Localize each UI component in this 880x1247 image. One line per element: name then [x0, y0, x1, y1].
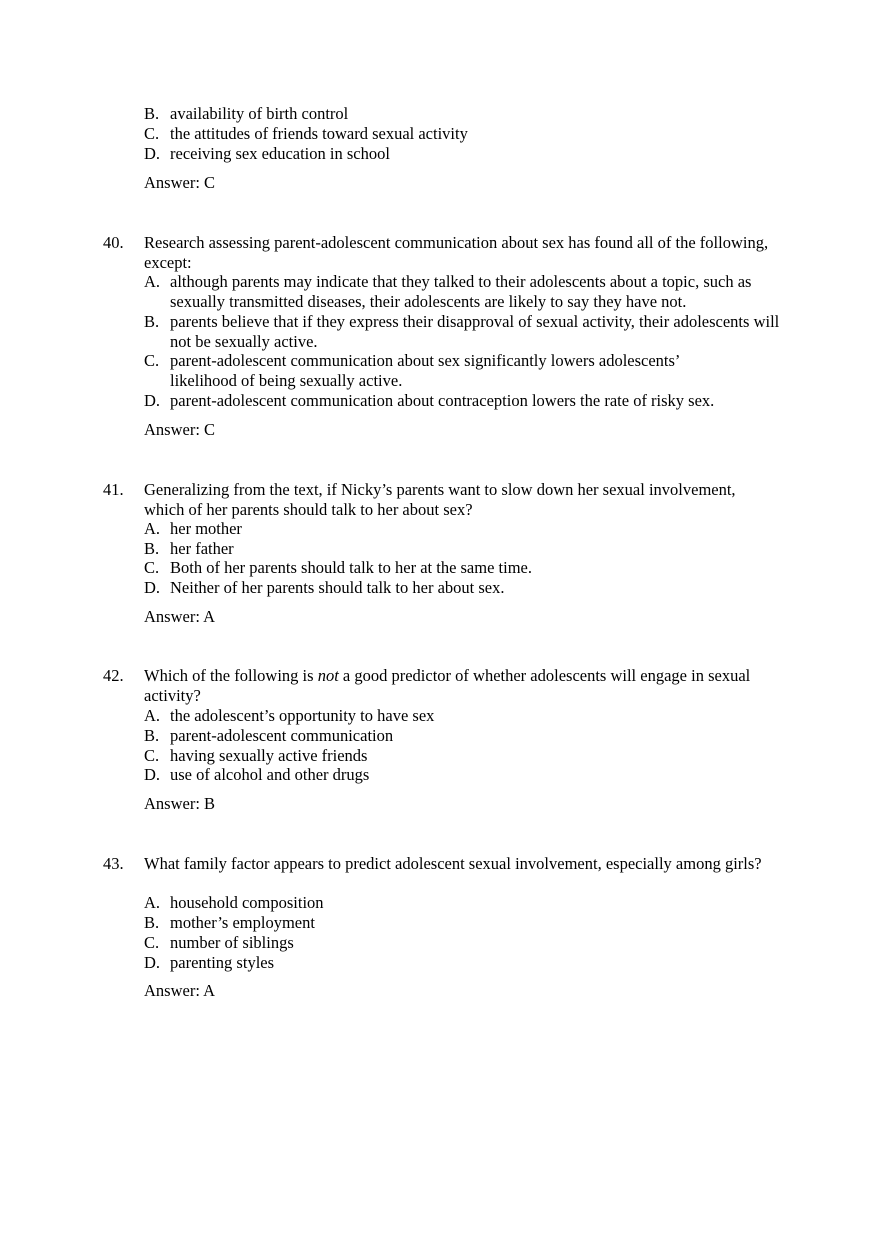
option-letter: C. [144, 746, 160, 765]
option-text: household composition [170, 893, 324, 912]
option-letter: C. [144, 124, 160, 143]
option-letter: B. [144, 539, 160, 558]
question-43-answer: Answer: A [144, 981, 216, 1000]
option-text: Both of her parents should talk to her at the same time. [170, 558, 532, 577]
question-41-answer: Answer: A [144, 607, 216, 626]
option-text: the attitudes of friends toward sexual activity [170, 124, 468, 143]
option-letter: D. [144, 953, 161, 972]
question-42-answer: Answer: B [144, 794, 216, 813]
option-text: use of alcohol and other drugs [170, 765, 370, 784]
question-40-number: 40. [103, 233, 124, 252]
option-text: her mother [170, 519, 242, 538]
option-text: having sexually active friends [170, 746, 368, 765]
question-42-text [144, 666, 774, 706]
carryover-answer: Answer: C [144, 173, 216, 192]
option-text: Neither of her parents should talk to her about sex. [170, 578, 505, 597]
option-letter: B. [144, 104, 160, 123]
option-letter: B. [144, 726, 160, 745]
question-41-number: 41. [103, 480, 124, 499]
option-letter: D. [144, 578, 161, 597]
option-letter: A. [144, 519, 161, 538]
question-43-text: What family factor appears to predict adolescent sexual involvement, especially among girls? [144, 854, 762, 873]
option-text: although parents may indicate that they talked to their adolescents about a topic, such as sexually transmitted diseases, their adolescents are likely to say they have not. [170, 272, 752, 311]
option-letter: B. [144, 913, 160, 932]
option-letter: D. [144, 144, 161, 163]
option-text: the adolescent’s opportunity to have sex [170, 706, 435, 725]
option-letter: D. [144, 765, 161, 784]
option-text: mother’s employment [170, 913, 315, 932]
question-40-answer: Answer: C [144, 420, 216, 439]
option-text: receiving sex education in school [170, 144, 390, 163]
option-text: availability of birth control [170, 104, 349, 123]
option-text: parents believe that if they express their disapproval of sexual activity, their adolescents will not be sexually active. [170, 312, 780, 351]
option-letter: C. [144, 351, 160, 370]
option-text: parent-adolescent communication [170, 726, 394, 745]
option-text: number of siblings [170, 933, 294, 952]
question-42-text-emphasis: not [317, 666, 339, 685]
option-letter: D. [144, 391, 161, 410]
option-letter: B. [144, 312, 160, 331]
question-41-text: Generalizing from the text, if Nicky’s parents want to slow down her sexual involvement, which of her parents should talk to her about sex? [144, 480, 736, 519]
option-letter: C. [144, 558, 160, 577]
question-42-number: 42. [103, 666, 124, 685]
option-text: her father [170, 539, 234, 558]
question-42-text-after: a good predictor of whether adolescents will engage in sexual activity? [144, 666, 751, 705]
option-letter: C. [144, 933, 160, 952]
option-text: parenting styles [170, 953, 275, 972]
question-43-number: 43. [103, 854, 124, 873]
question-40-text: Research assessing parent-adolescent communication about sex has found all of the following, except: [144, 233, 769, 272]
option-letter: A. [144, 893, 161, 912]
option-letter: A. [144, 706, 161, 725]
option-text: parent-adolescent communication about sex significantly lowers adolescents’ likelihood of being sexually active. [170, 351, 680, 390]
option-text: parent-adolescent communication about contraception lowers the rate of risky sex. [170, 391, 715, 410]
question-42-text-before: Which of the following is [144, 666, 318, 685]
option-letter: A. [144, 272, 161, 291]
